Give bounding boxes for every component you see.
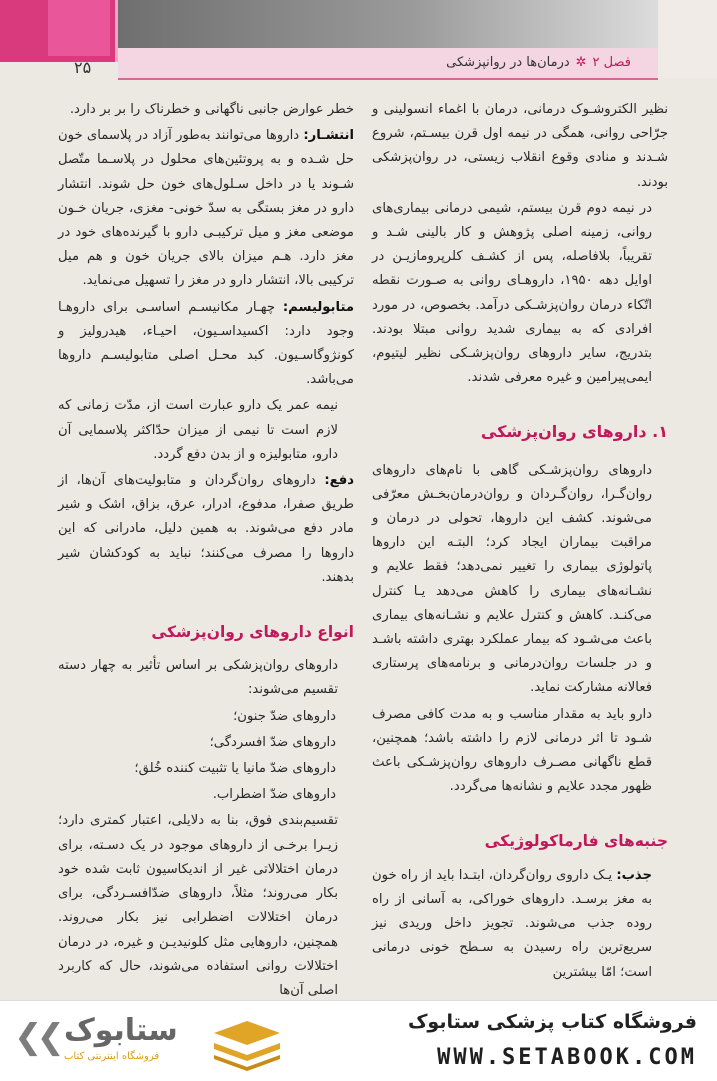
term-label: متابولیسم: <box>282 299 354 315</box>
chapter-number: فصل ۲ <box>592 55 631 70</box>
section-heading: انواع داروهای روان‌پزشکی <box>151 623 354 642</box>
paragraph: نظیر الکتروشـوک درمانی، درمان با اغماء انسولینی و جرّاحی روانی، همگی در نیمه اول قرن بیسـتم، شروع شـدند و منادی وقوع انقلاب زیستی، در روان‌پزشکی بودند. <box>372 102 668 190</box>
section-heading: ۱. داروهای روان‌پزشکی <box>480 422 668 442</box>
term-text: چهـار مکانیسـم اساسـی برای داروهـا وجود دارد: اکسیداسـیون، احیـاء، هیدرولیز و کونژوگاسـیون. کبد محـل اصلی متابولیسـم داروها می‌باشد. <box>58 299 354 388</box>
term-text: داروها می‌توانند به‌طور آزاد در پلاسمای خون حل شـده و به پروتئین‌های محلول در پلاسـما متّصل شـوند یا در داخل سـلول‌های خون حل شوند. انتشار دارو در مغز بستگی به سدّ خونی- مغزی، جریان خـون موضعی مغز و میل ترکیبـی دارو با گیرنده‌های خود در مغز دارد. هـم میزان بالای جریان خون و هم میل ترکیبی بالا، انتشار دارو در مغز را تسهیل می‌نماید. <box>58 128 354 289</box>
chapter-color-tab <box>0 0 118 62</box>
running-header <box>446 55 631 70</box>
right-column <box>372 98 668 987</box>
paragraph: در نیمه دوم قرن بیستم، شیمی درمانی بیماری‌های روانی، زمینه اصلی پژوهش و کار بالینی شـد و تقریباً، بلافاصله، پس از کشـف کلرپرومازیـن در اوایل دهه ۱۹۵۰، داروهـای روانی به صـورت نقطه اتّکاء درمان روان‌پزشـکی درآمد. بخصوص، در مورد افرادی که به بیماری شدید روانی مبتلا بودند. بتدریج، سایر داروهای روان‌پزشـکی نظیر لیتیوم، ایمی‌پیرامین و غیره معرفی شدند. <box>372 200 652 386</box>
paragraph-distribution <box>58 124 354 293</box>
chevrons-left-icon: ❮❮ <box>14 1017 59 1057</box>
list-item: داروهای ضدّ افسردگی؛ <box>209 734 336 750</box>
paragraph-excretion <box>58 469 354 590</box>
left-column <box>58 98 354 1005</box>
logo-subtitle: فروشگاه اینترنتی کتاب <box>64 1051 160 1062</box>
subsection-heading: جنبه‌های فارماکولوژیکی <box>484 832 668 851</box>
page-number: ۲۵ <box>74 58 92 77</box>
list-item: داروهای ضدّ جنون؛ <box>233 708 336 724</box>
paragraph: دارو باید به مقدار مناسب و به مدت کافی مصرف شـود تا اثر درمانی لازم را داشته باشد؛ همچنین، قطع ناگهانی مصـرف داروهای روان‌پزشـکی باعث ظهور مجدد علایم و نشانه‌ها می‌گردد. <box>372 706 652 795</box>
store-banner <box>0 1000 717 1081</box>
store-logo <box>14 1013 284 1071</box>
paragraph: نیمه عمر یک دارو عبارت است از، مدّت زمانی که لازم است تا نیمی از میزان حدّاکثر پلاسمایی آن دارو، متابولیزه و از بدن دفع گردد. <box>58 398 338 462</box>
term-label: دفع: <box>324 473 354 489</box>
paragraph: داروهای روان‌پزشـکی گاهی با نام‌های داروهای روان‌گـرا، روان‌گـردان و روان‌درمان‌بخـش معرّفی می‌شوند. کشف این داروها، تحولی در درمان و مراقبت بیماران ایجاد کرد؛ البتـه این داروها پاتولوژی بیماری را تغییر نمی‌دهد؛ فقط علایم و نشـانه‌های بیماری را کاهش می‌دهد یـا کنترل می‌کنـد. کاهش و کنترل علایم و نشـانه‌های بیماری باعث می‌شـود که بیمار عملکرد بهتری داشته باشـد و در جلسات روان‌درمانی و برنامه‌های پرستاری فعالانه مشارکت نماید. <box>372 462 652 696</box>
paragraph: تقسیم‌بندی فوق، بنا به دلایلی، اعتبار کمتری دارد؛ زیـرا برخـی از داروهای موجود در یک دسـته، برای درمان اختلالاتی غیر از اندیکاسیون ثابت شده خود بکار می‌روند؛ مثلاً، داروهای ضدّافسـردگی، برای درمان اختلالات اضطرابی نیز بکار می‌روند. همچنین، داروهایی مثل کلونیدیـن و غیره، در درمان اختلالات روانی استفاده می‌شوند، حال که کاربرد اصلی آن‌ها <box>58 813 338 998</box>
logo-text: ستابوک <box>64 1013 178 1048</box>
store-url: WWW.SETABOOK.COM <box>437 1045 697 1070</box>
list-item: داروهای ضدّ اضطراب. <box>212 787 336 803</box>
chapter-color-tab-inner <box>48 0 110 56</box>
book-stack-icon <box>210 1019 284 1071</box>
term-label: جذب: <box>616 867 652 883</box>
term-text: یـک داروی روان‌گردان، ابتـدا باید از راه خون به مغز برسـد. داروهای خوراکی، به آسانی از راه روده جذب می‌شوند. تجویز داخل وریدی نیز سریع‌ترین راه رسیدن به سـطح خونی درمانی است؛ امّا بیشترین <box>372 867 652 980</box>
flower-icon: ✲ <box>575 55 587 70</box>
paragraph-absorption <box>372 864 668 985</box>
term-label: انتشـار: <box>303 128 354 144</box>
header-right-block <box>658 0 717 78</box>
list-item: داروهای ضدّ مانیا یا تثبیت کننده خُلق؛ <box>134 761 336 777</box>
paragraph: خطر عوارض جانبی ناگهانی و خطرناک را بر بر دارد. <box>69 102 354 117</box>
paragraph-metabolism <box>58 296 354 393</box>
paragraph: داروهای روان‌پزشکی بر اساس تأثیر به چهار دسته تقسیم می‌شوند: <box>58 658 338 698</box>
chapter-title: درمان‌ها در روانپزشکی <box>446 55 570 70</box>
header-gradient-bar <box>118 0 658 48</box>
store-name: فروشگاه کتاب پزشکی ستابوک <box>407 1011 697 1033</box>
term-text: داروهای روان‌گردان و متابولیت‌های آن‌ها، از طریق صفرا، مدفوع، ادرار، عرق، بزاق، اشک و شیر مادر دفع می‌شوند. به همین دلیل، مادرانی که این داروها را مصرف می‌کنند؛ نباید به کودکشان شیر بدهند. <box>58 473 354 585</box>
